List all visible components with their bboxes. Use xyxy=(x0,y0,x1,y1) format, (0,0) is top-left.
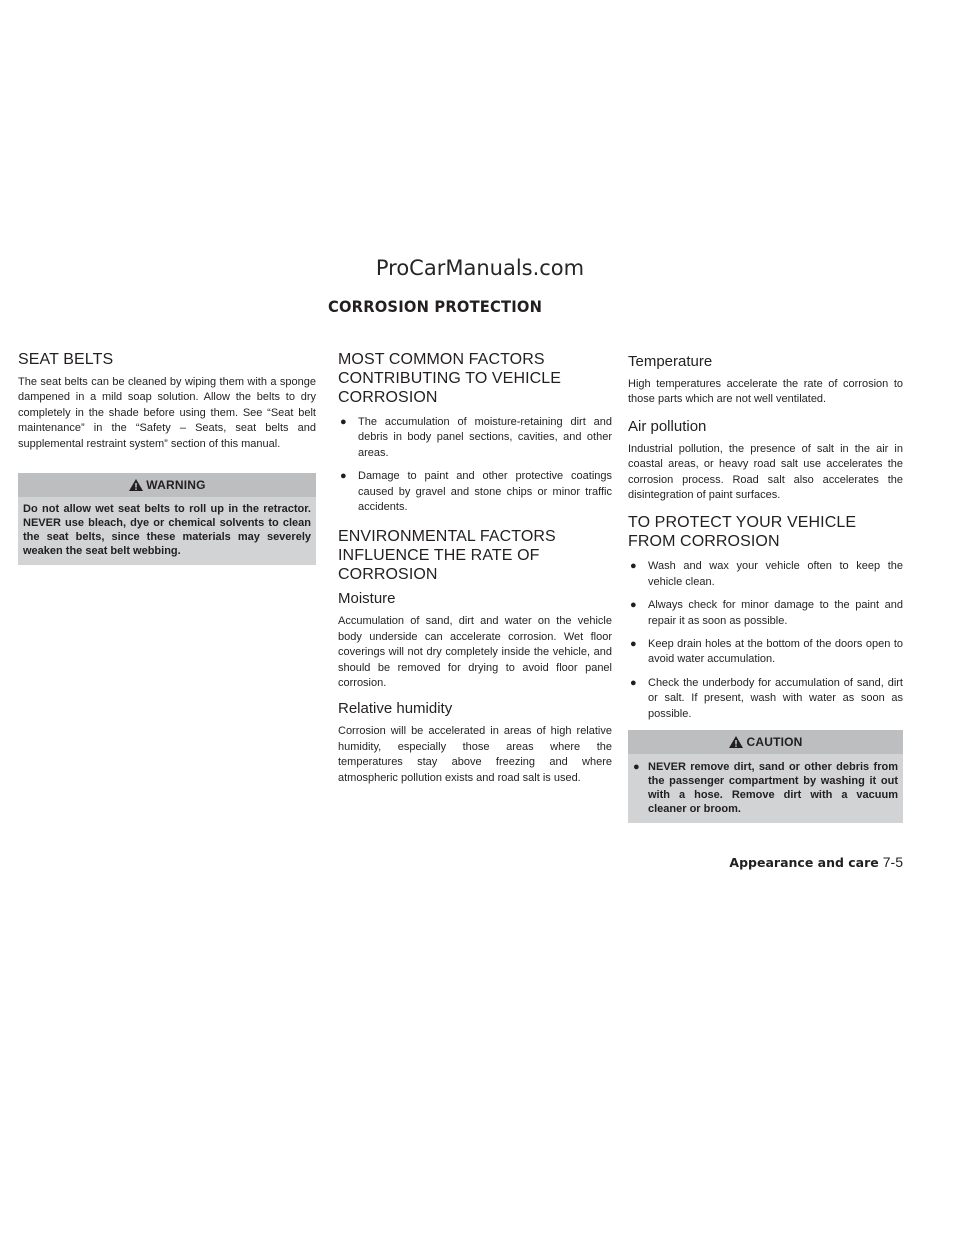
bullet-icon: ● xyxy=(630,599,637,612)
page-footer xyxy=(729,854,903,870)
page-number: 7-5 xyxy=(882,854,903,870)
column-factors xyxy=(338,350,612,786)
factors-list xyxy=(338,415,612,515)
list-item: ● Damage to paint and other protective coatings caused by gravel and stone chips or minor traffic accidents. xyxy=(340,470,612,514)
bullet-icon: ● xyxy=(340,470,347,483)
caution-body xyxy=(628,754,903,823)
caution-label: CAUTION xyxy=(746,735,803,750)
warning-triangle-icon xyxy=(128,478,144,492)
heading-moisture: Moisture xyxy=(338,590,396,608)
temperature-body: High temperatures accelerate the rate of corrosion to those parts which are not well ventilated. xyxy=(628,378,903,406)
column-seat-belts xyxy=(18,350,316,565)
list-item: ● The accumulation of moisture-retaining dirt and debris in body panel sections, cavities, and other areas. xyxy=(340,416,612,459)
list-item: ● Keep drain holes at the bottom of the doors open to avoid water accumulation. xyxy=(630,638,903,666)
caution-text: NEVER remove dirt, sand or other debris from the passenger compartment by washing it out with a hose. Remove dirt with a vacuum cleaner or broom. xyxy=(648,761,898,816)
heading-relative-humidity: Relative humidity xyxy=(338,700,453,718)
caution-box xyxy=(628,730,903,823)
heading-seat-belts: SEAT BELTS xyxy=(18,351,114,368)
list-item: ● Check the underbody for accumulation of sand, dirt or salt. If present, wash with water as soon as possible. xyxy=(630,676,903,720)
heading-temperature: Temperature xyxy=(628,353,713,370)
bullet-icon: ● xyxy=(630,638,637,651)
section-title: CORROSION PROTECTION xyxy=(328,297,543,316)
seat-belts-body: The seat belts can be cleaned by wiping them with a sponge dampened in a mild soap solution. Allow the belts to dry completely in the shade before using them. See “Seat belt maintenance” in the “Safety – Seats, seat belts and supplemental restraint system” section of this manual. xyxy=(18,376,316,450)
warning-text: Do not allow wet seat belts to roll up in the retractor. NEVER use bleach, dye or chemical solvents to clean the seat belts, since these materials may severely weaken the seat belt webbing. xyxy=(23,503,311,558)
moisture-body: Accumulation of sand, dirt and water on the vehicle body underside can accelerate corrosion. Wet floor coverings will not dry completely inside the vehicle, and should be removed for drying to avoid floor panel corrosion. xyxy=(338,615,612,690)
column-protection xyxy=(628,350,903,823)
bullet-icon: ● xyxy=(633,761,640,774)
warning-triangle-icon xyxy=(728,735,744,749)
heading-environmental-factors: ENVIRONMENTAL FACTORS INFLUENCE THE RATE OF CORROSION xyxy=(338,528,556,584)
heading-protect-vehicle: TO PROTECT YOUR VEHICLE FROM CORROSION xyxy=(628,514,857,551)
bullet-icon: ● xyxy=(630,560,637,573)
heading-air-pollution: Air pollution xyxy=(628,417,707,435)
bullet-icon: ● xyxy=(630,676,637,689)
watermark: ProCarManuals.com xyxy=(375,256,585,280)
warning-box xyxy=(18,473,316,565)
heading-common-factors: MOST COMMON FACTORS CONTRIBUTING TO VEHICLE CORROSION xyxy=(338,351,562,406)
caution-header xyxy=(628,730,903,754)
list-item: ● Always check for minor damage to the paint and repair it as soon as possible. xyxy=(630,599,903,627)
humidity-body: Corrosion will be accelerated in areas of high relative humidity, especially those areas where the temperatures stay above freezing and where atmospheric pollution exists and road salt is used. xyxy=(338,725,612,784)
list-item: ● Wash and wax your vehicle often to keep the vehicle clean. xyxy=(630,560,903,588)
protect-list xyxy=(628,559,903,722)
caution-item xyxy=(633,760,898,816)
warning-header xyxy=(18,473,316,497)
air-pollution-body: Industrial pollution, the presence of salt in the air in coastal areas, or heavy road salt use accelerates the corrosion process. Road salt also accelerates the disintegration of paint surfaces. xyxy=(628,442,903,502)
warning-label: WARNING xyxy=(146,478,206,493)
footer-section-title: Appearance and care xyxy=(729,855,879,870)
bullet-icon: ● xyxy=(340,416,347,428)
